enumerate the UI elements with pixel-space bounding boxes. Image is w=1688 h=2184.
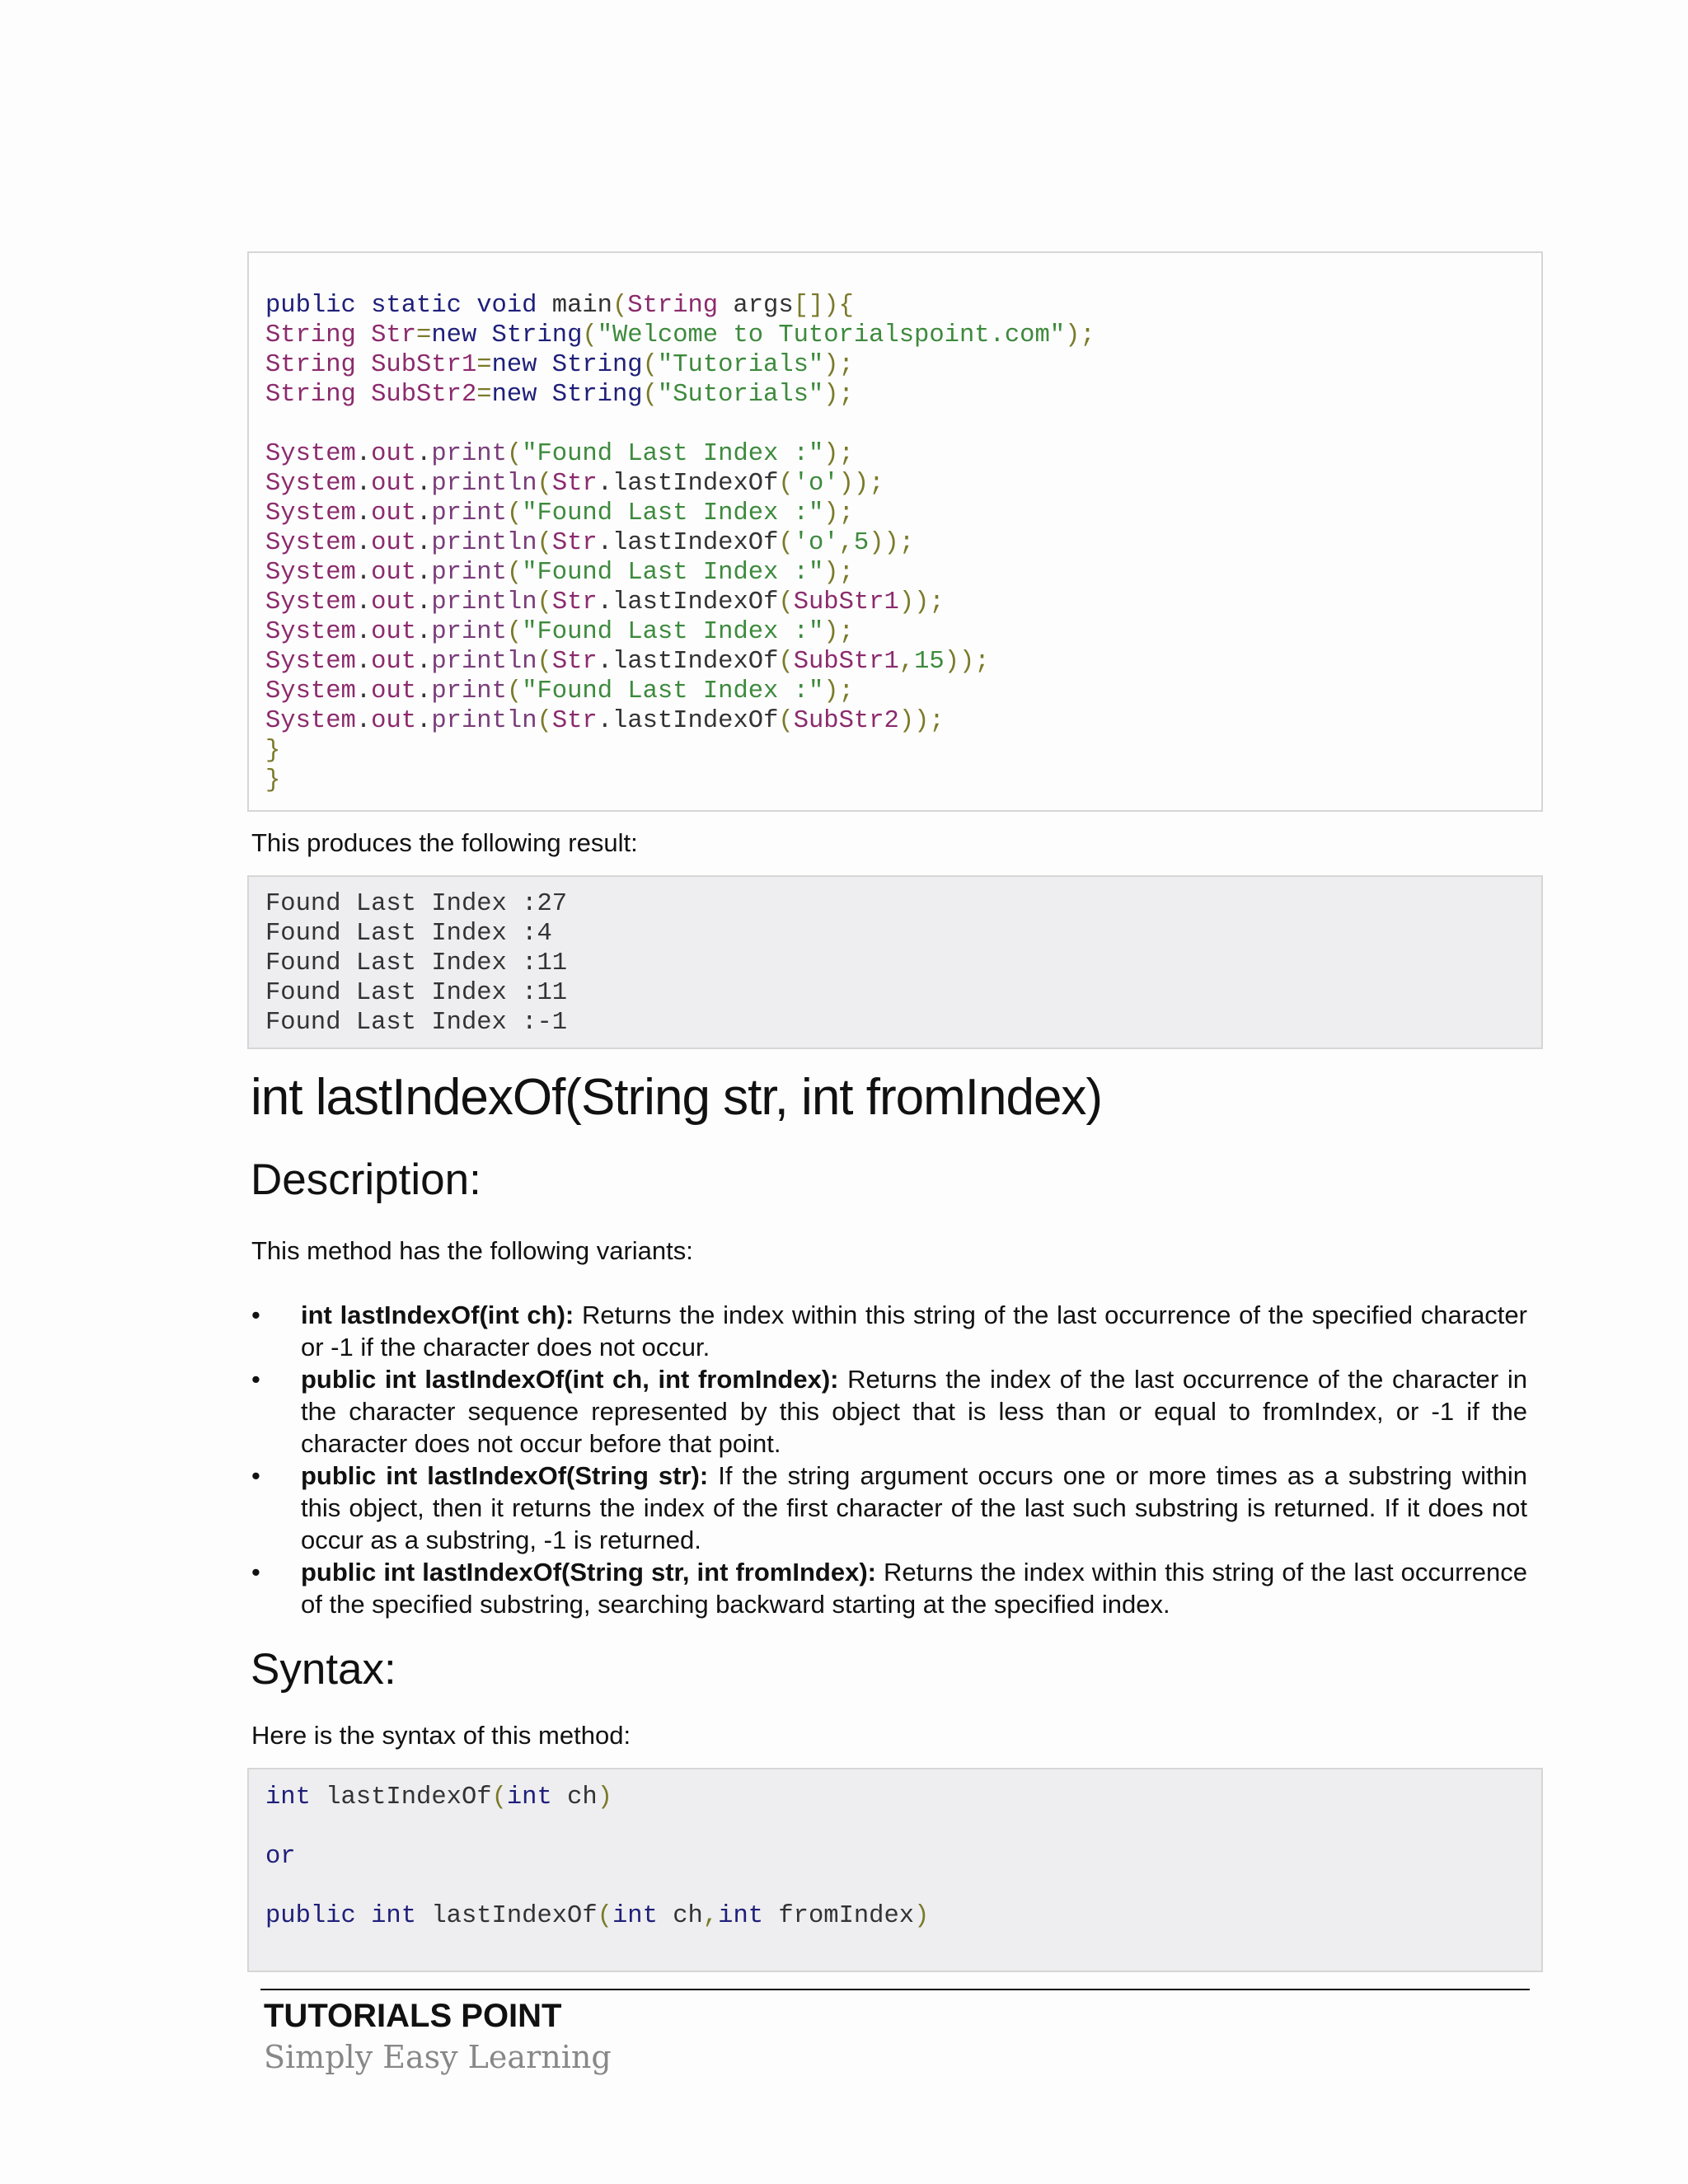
code-token: )); (838, 470, 884, 498)
code-line (265, 469, 1541, 499)
code-token: ( (537, 648, 552, 676)
code-token: . (355, 499, 372, 527)
code-token: System (265, 618, 356, 646)
code-token: out (371, 618, 417, 646)
code-token: println (431, 588, 537, 616)
code-token: out (371, 499, 417, 527)
code-lines (265, 1783, 1541, 1931)
code-token: out (371, 559, 417, 587)
code-token: .lastIndexOf (597, 707, 779, 735)
code-token: out (371, 588, 417, 616)
code-token: = (416, 321, 432, 349)
variant-signature: public int lastIndexOf(int ch, int fromIndex): (301, 1365, 839, 1394)
code-token: . (355, 648, 372, 676)
code-token: String Str (265, 321, 417, 349)
code-token: . (416, 559, 432, 587)
code-token: ( (491, 1783, 507, 1811)
code-token: ); (823, 559, 854, 587)
code-token: ( (537, 707, 552, 735)
code-token: print (431, 559, 507, 587)
code-token: ( (778, 529, 794, 557)
code-token: "Found Last Index :" (522, 440, 824, 468)
code-token: or (265, 1843, 296, 1871)
code-token: = (476, 381, 492, 409)
code-token: 5 (853, 529, 870, 557)
code-line (265, 558, 1541, 588)
code-token: int (265, 1783, 311, 1811)
code-token: new String (491, 381, 643, 409)
result-intro: This produces the following result: (251, 828, 638, 857)
footer-divider (260, 1989, 1530, 1990)
code-token: Str (551, 588, 598, 616)
code-token: SubStr1 (793, 588, 899, 616)
code-token: .lastIndexOf (597, 648, 779, 676)
code-token: ( (778, 588, 794, 616)
code-token: System (265, 648, 356, 676)
description-intro: This method has the following variants: (251, 1236, 693, 1265)
code-token: main (551, 292, 612, 320)
code-token: ); (823, 440, 854, 468)
code-token: fromIndex (763, 1902, 915, 1930)
code-token: lastIndexOf (310, 1783, 492, 1811)
code-token: System (265, 677, 356, 705)
code-token: ); (823, 381, 854, 409)
code-line (265, 1872, 1541, 1901)
code-token: ch (551, 1783, 598, 1811)
code-token: ( (778, 707, 794, 735)
code-token: Str (551, 648, 598, 676)
code-token: .lastIndexOf (597, 529, 779, 557)
code-token: "Sutorials" (657, 381, 824, 409)
code-line (265, 677, 1541, 706)
output-lines (265, 889, 1541, 1038)
code-token: SubStr2 (793, 707, 899, 735)
code-token: . (355, 707, 372, 735)
bullet-icon: • (251, 1365, 260, 1394)
code-token: args (718, 292, 794, 320)
code-token: "Found Last Index :" (522, 559, 824, 587)
code-token: ) (914, 1902, 930, 1930)
code-token: ( (778, 470, 794, 498)
code-token: . (416, 529, 432, 557)
code-token: ( (537, 588, 552, 616)
syntax-code-box (247, 1768, 1543, 1972)
output-box (247, 875, 1543, 1049)
code-token: Str (551, 529, 598, 557)
code-token: )); (869, 529, 915, 557)
footer-brand: TUTORIALS POINT (264, 1998, 562, 2034)
bullet-icon: • (251, 1461, 260, 1490)
footer-tagline: Simply Easy Learning (264, 2039, 612, 2075)
code-token: System (265, 588, 356, 616)
output-line: Found Last Index :11 (265, 949, 568, 977)
code-token: 'o' (793, 470, 839, 498)
code-line (265, 1783, 1541, 1812)
code-token: ( (506, 559, 523, 587)
code-token: ch (657, 1902, 703, 1930)
description-heading: Description: (251, 1155, 481, 1204)
code-lines (265, 291, 1541, 795)
code-token: System (265, 499, 356, 527)
code-token: System (265, 529, 356, 557)
code-token: . (416, 618, 432, 646)
code-token: "Found Last Index :" (522, 677, 824, 705)
variant-signature: public int lastIndexOf(String str, int fromIndex): (301, 1558, 876, 1586)
list-item (251, 1363, 1527, 1460)
code-token: int (612, 1902, 658, 1930)
code-token: []){ (793, 292, 854, 320)
code-token: . (355, 588, 372, 616)
code-line (265, 291, 1541, 321)
code-token: String SubStr2 (265, 381, 477, 409)
code-token: ( (778, 648, 794, 676)
code-token: ); (823, 618, 854, 646)
code-token: . (416, 648, 432, 676)
code-token: . (355, 618, 372, 646)
syntax-heading: Syntax: (251, 1645, 396, 1694)
code-token: lastIndexOf (416, 1902, 598, 1930)
code-token: println (431, 529, 537, 557)
code-token: )); (898, 588, 945, 616)
code-token: System (265, 707, 356, 735)
code-token: ( (506, 677, 523, 705)
method-heading: int lastIndexOf(String str, int fromIndex) (251, 1069, 1103, 1126)
code-token: ( (506, 440, 523, 468)
code-token: "Tutorials" (657, 351, 824, 379)
code-line (265, 439, 1541, 469)
code-token: System (265, 470, 356, 498)
output-line: Found Last Index :11 (265, 979, 568, 1007)
code-line (265, 736, 1541, 766)
code-token: , (838, 529, 854, 557)
code-token: = (476, 351, 492, 379)
code-token: print (431, 677, 507, 705)
code-token: new String (431, 321, 583, 349)
output-line: Found Last Index :-1 (265, 1009, 568, 1037)
code-line (265, 380, 1541, 410)
variant-description: If the string argument occurs one or more times as a substring within this object, then it returns the index of the first character of the last such substring is returned. If it does not occur as a substring, -1 is returned. (301, 1461, 1527, 1554)
code-token: "Found Last Index :" (522, 499, 824, 527)
code-token: ); (823, 499, 854, 527)
code-line (265, 350, 1541, 380)
code-token: ( (537, 470, 552, 498)
code-token: ( (642, 381, 658, 409)
output-line: Found Last Index :27 (265, 890, 568, 918)
code-token: . (416, 470, 432, 498)
code-token: int (506, 1783, 552, 1811)
code-token: . (416, 499, 432, 527)
code-token: ( (642, 351, 658, 379)
code-token: String SubStr1 (265, 351, 477, 379)
code-token: print (431, 440, 507, 468)
code-token: System (265, 559, 356, 587)
code-token: out (371, 470, 417, 498)
code-token: print (431, 499, 507, 527)
code-token: .lastIndexOf (597, 588, 779, 616)
code-token: ( (582, 321, 598, 349)
code-token: . (416, 707, 432, 735)
code-line (265, 1842, 1541, 1872)
code-token: out (371, 648, 417, 676)
code-token: , (702, 1902, 719, 1930)
code-token: println (431, 470, 537, 498)
code-token: System (265, 440, 356, 468)
code-token: print (431, 618, 507, 646)
code-line (265, 1901, 1541, 1931)
variant-signature: public int lastIndexOf(String str): (301, 1461, 709, 1490)
code-token: . (355, 440, 372, 468)
code-token: "Welcome to Tutorialspoint.com" (597, 321, 1066, 349)
code-token: new String (491, 351, 643, 379)
code-line (265, 706, 1541, 736)
code-token: ( (506, 618, 523, 646)
code-token: SubStr1 (793, 648, 899, 676)
code-token: 15 (914, 648, 945, 676)
code-token: public int (265, 1902, 417, 1930)
code-token: ( (506, 499, 523, 527)
code-token: ); (823, 677, 854, 705)
code-line (265, 528, 1541, 558)
code-token: ( (597, 1902, 612, 1930)
code-line (265, 1812, 1541, 1842)
code-token: String (627, 292, 719, 320)
bullet-icon: • (251, 1301, 260, 1329)
list-item (251, 1299, 1527, 1363)
code-token: Str (551, 707, 598, 735)
code-token: "Found Last Index :" (522, 618, 824, 646)
syntax-intro: Here is the syntax of this method: (251, 1721, 631, 1750)
code-token: . (355, 529, 372, 557)
code-token: )); (898, 707, 945, 735)
variant-description: Returns the index of the last occurrence of the character in the character sequence represented by this object that is less than or equal to fromIndex, or -1 if the character does not occur before that point. (301, 1365, 1528, 1458)
code-token: . (416, 677, 432, 705)
code-token: . (355, 559, 372, 587)
code-token: out (371, 529, 417, 557)
code-token: . (416, 440, 432, 468)
code-line (265, 499, 1541, 528)
code-token: ); (1065, 321, 1095, 349)
code-token: .lastIndexOf (597, 470, 779, 498)
code-token: . (355, 470, 372, 498)
code-line (265, 321, 1541, 350)
code-token: } (265, 766, 281, 794)
code-line (265, 617, 1541, 647)
output-line: Found Last Index :4 (265, 920, 552, 948)
bullet-icon: • (251, 1558, 260, 1586)
variant-description: Returns the index within this string of the last occurrence of the specified substring, searching backward starting at the specified index. (301, 1558, 1527, 1619)
code-token: ( (537, 529, 552, 557)
variants-list (251, 1299, 1527, 1620)
code-token: Str (551, 470, 598, 498)
code-token: println (431, 707, 537, 735)
code-token: ) (597, 1783, 613, 1811)
list-item (251, 1556, 1527, 1620)
code-line (265, 647, 1541, 677)
code-token: . (416, 588, 432, 616)
code-token: } (265, 737, 281, 765)
code-token: ( (612, 292, 628, 320)
code-token: int (718, 1902, 764, 1930)
code-listing-main (247, 251, 1543, 812)
variant-signature: int lastIndexOf(int ch): (301, 1301, 574, 1329)
code-token: println (431, 648, 537, 676)
code-token: )); (944, 648, 990, 676)
variant-description: Returns the index within this string of the last occurrence of the specified character or -1 if the character does not occur. (301, 1301, 1527, 1361)
code-token: public static void (265, 292, 552, 320)
code-line (265, 410, 1541, 439)
code-token: . (355, 677, 372, 705)
code-token: out (371, 440, 417, 468)
code-token: ); (823, 351, 854, 379)
code-token: out (371, 677, 417, 705)
code-line (265, 766, 1541, 795)
list-item (251, 1460, 1527, 1556)
code-token: 'o' (793, 529, 839, 557)
code-token: out (371, 707, 417, 735)
code-line (265, 588, 1541, 617)
code-token: , (898, 648, 915, 676)
